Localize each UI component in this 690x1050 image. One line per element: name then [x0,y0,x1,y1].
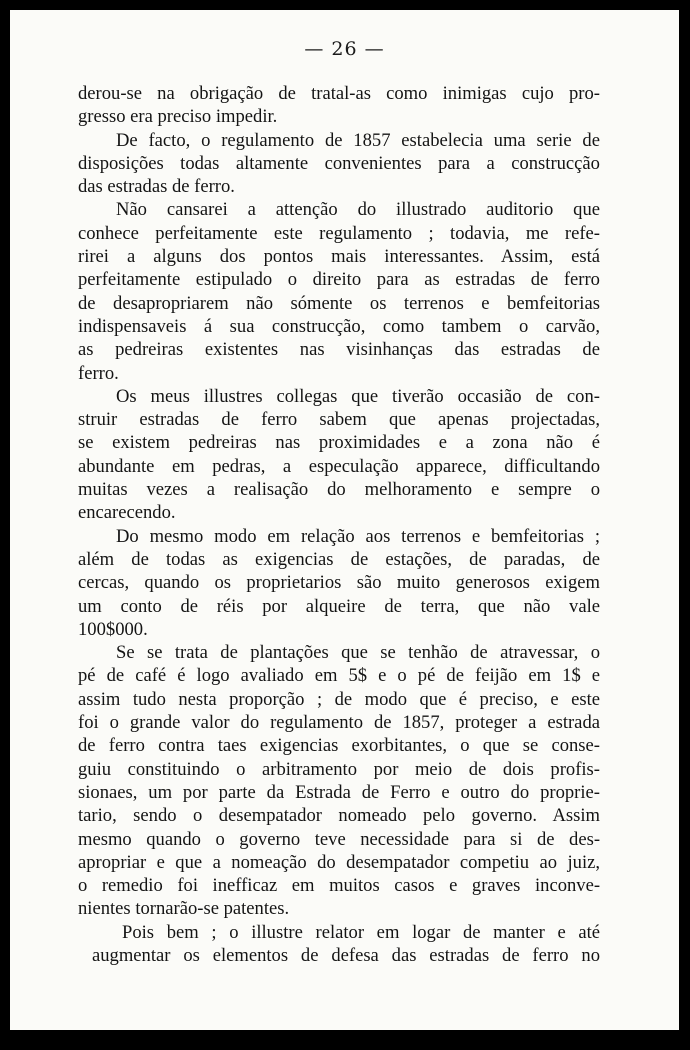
text-line: Do mesmo modo em relação aos terrenos e bemfeitorias ; [116,525,601,547]
text-line: cercas, quando os proprietarios são muito generosos exigem [78,572,600,594]
text-line: conhece perfeitamente este regulamento ; todavia, me refe- [78,222,601,244]
text-line: Se se trata de plantações que se tenhão de atravessar, o [116,642,600,664]
text-line: De facto, o regulamento de 1857 estabelecia uma serie de [116,129,600,151]
text-line: das estradas de ferro. [78,176,235,198]
text-line: Não cansarei a attenção do illustrado auditorio que [116,199,601,221]
text-line: rirei a alguns dos pontos mais interessantes. Assim, está [78,246,600,268]
text-line: guiu constituindo o arbitramento por meio de dois profis- [78,758,600,780]
text-line: assim tudo nesta proporção ; de modo que é preciso, e este [78,688,601,710]
text-line: Pois bem ; o illustre relator em logar de manter e até [122,921,601,943]
text-line: além de todas as exigencias de estações, de paradas, de [78,548,600,570]
text-line: um conto de réis por alqueire de terra, que não vale [78,595,601,617]
text-line: perfeitamente estipulado o direito para as estradas de ferro [78,269,600,291]
text-line: encarecendo. [78,502,176,524]
text-line: sionaes, um por parte da Estrada de Ferro e outro do proprie- [78,781,600,803]
text-line: o remedio foi inefficaz em muitos casos e graves inconve- [78,875,601,897]
text-line: pé de café é logo avaliado em 5$ e o pé de feijão em 1$ e [78,665,601,687]
text-line: augmentar os elementos de defesa das estradas de ferro no [92,944,600,966]
text-line: as pedreiras existentes nas visinhanças das estradas de [78,339,600,361]
text-line: mesmo quando o governo teve necessidade para si de des- [78,828,601,850]
text-line: derou-se na obrigação de tratal-as como inimigas cujo pro- [78,83,600,104]
text-line: ferro. [78,362,119,384]
text-line: de desapropriarem não sómente os terrenos e bemfeitorias [78,292,600,314]
text-line: foi o grande valor do regulamento de 1857, proteger a estrada [78,712,600,734]
text-line: nientes tornarão-se patentes. [78,898,290,920]
text-line: muitas vezes a realisação do melhoramento e sempre o [78,479,601,501]
book-page [10,10,679,1030]
text-line: se existem pedreiras nas proximidades e a zona não é [78,432,600,454]
text-line: disposições todas altamente convenientes para a construcção [78,152,600,174]
text-line: tario, sendo o desempatador nomeado pelo governo. Assim [78,805,600,827]
text-line: de ferro contra taes exigencias exorbitantes, o que se conse- [78,735,600,757]
text-line: indispensaveis á sua construcção, como tambem o carvão, [78,315,600,337]
text-line: struir estradas de ferro sabem que apenas projectadas, [78,409,601,431]
text-line: Os meus illustres collegas que tiverão occasião de con- [116,385,600,407]
text-line: abundante em pedras, a especulação apparece, difficultando [78,455,600,477]
body-text [78,82,600,967]
text-line: apropriar e que a nomeação do desempatador competiu ao juiz, [78,851,601,873]
page-number: — 26 — [304,38,385,60]
text-line: 100$000. [78,618,148,640]
text-line: gresso era preciso impedir. [78,106,278,128]
